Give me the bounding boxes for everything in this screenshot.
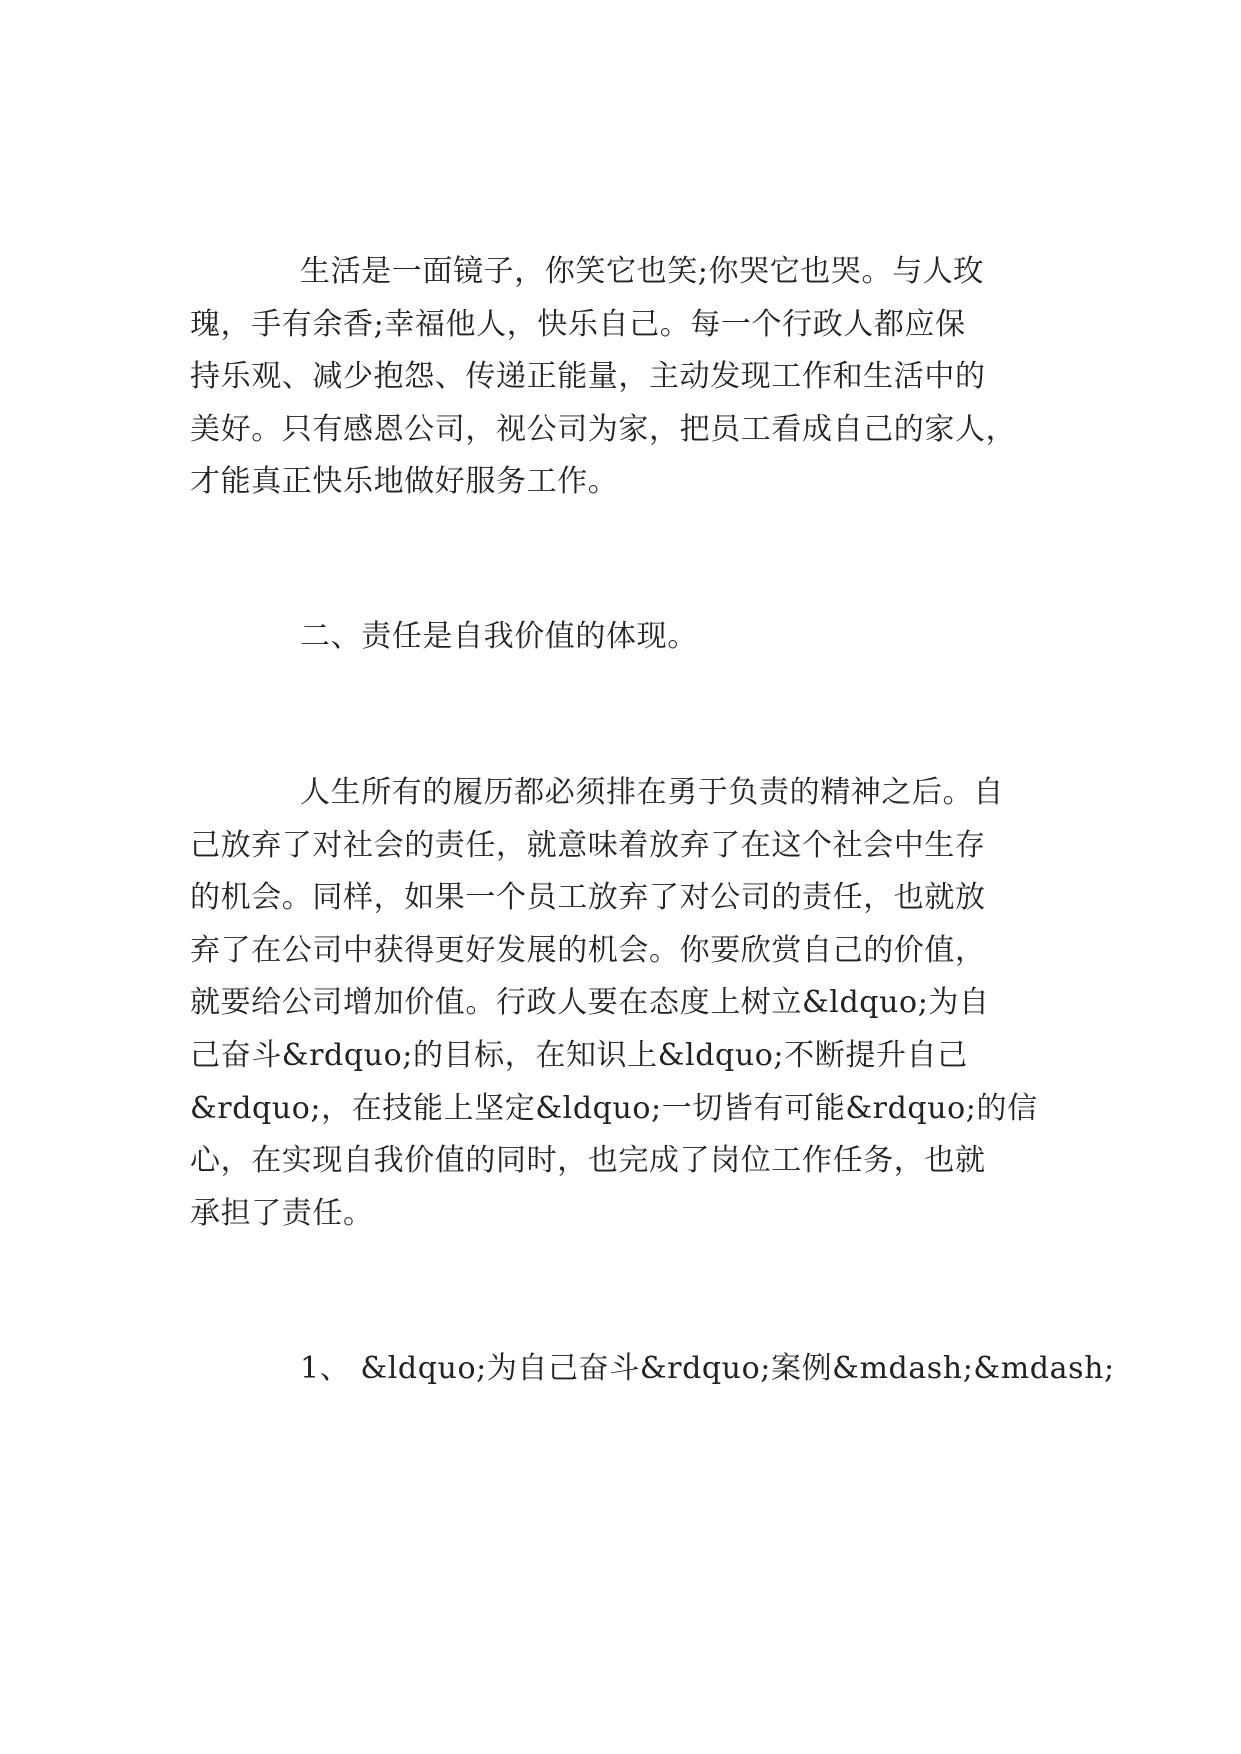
paragraph-line: 生活是一面镜子，你笑它也笑;你哭它也哭。与人玫 (300, 254, 984, 289)
paragraph-line: 心，在实现自我价值的同时，也完成了岗位工作任务，也就 (190, 1143, 986, 1178)
paragraph-line: 己放弃了对社会的责任，就意味着放弃了在这个社会中生存 (190, 828, 986, 863)
section-heading: 二、责任是自我价值的体现。 (300, 619, 698, 654)
paragraph-line: 才能真正快乐地做好服务工作。 (190, 464, 619, 499)
paragraph-line: 己奋斗&rdquo;的目标，在知识上&ldquo;不断提升自己 (190, 1038, 968, 1073)
paragraph-line: 弃了在公司中获得更好发展的机会。你要欣赏自己的价值， (190, 933, 986, 968)
paragraph-line: 瑰，手有余香;幸福他人，快乐自己。每一个行政人都应保 (190, 307, 966, 342)
paragraph-line: 承担了责任。 (190, 1196, 374, 1231)
paragraph-line: 美好。只有感恩公司，视公司为家，把员工看成自己的家人， (190, 412, 1017, 447)
paragraph-line: 人生所有的履历都必须排在勇于负责的精神之后。自 (300, 775, 1004, 810)
paragraph-line: 的机会。同样，如果一个员工放弃了对公司的责任，也就放 (190, 880, 986, 915)
paragraph-line: 就要给公司增加价值。行政人要在态度上树立&ldquo;为自 (190, 985, 990, 1020)
paragraph-line: 持乐观、减少抱怨、传递正能量，主动发现工作和生活中的 (190, 359, 986, 394)
list-item: 1、 &ldquo;为自己奋斗&rdquo;案例&mdash;&mdash; (300, 1351, 1115, 1386)
paragraph-line: &rdquo;，在技能上坚定&ldquo;一切皆有可能&rdquo;的信 (190, 1091, 1038, 1126)
